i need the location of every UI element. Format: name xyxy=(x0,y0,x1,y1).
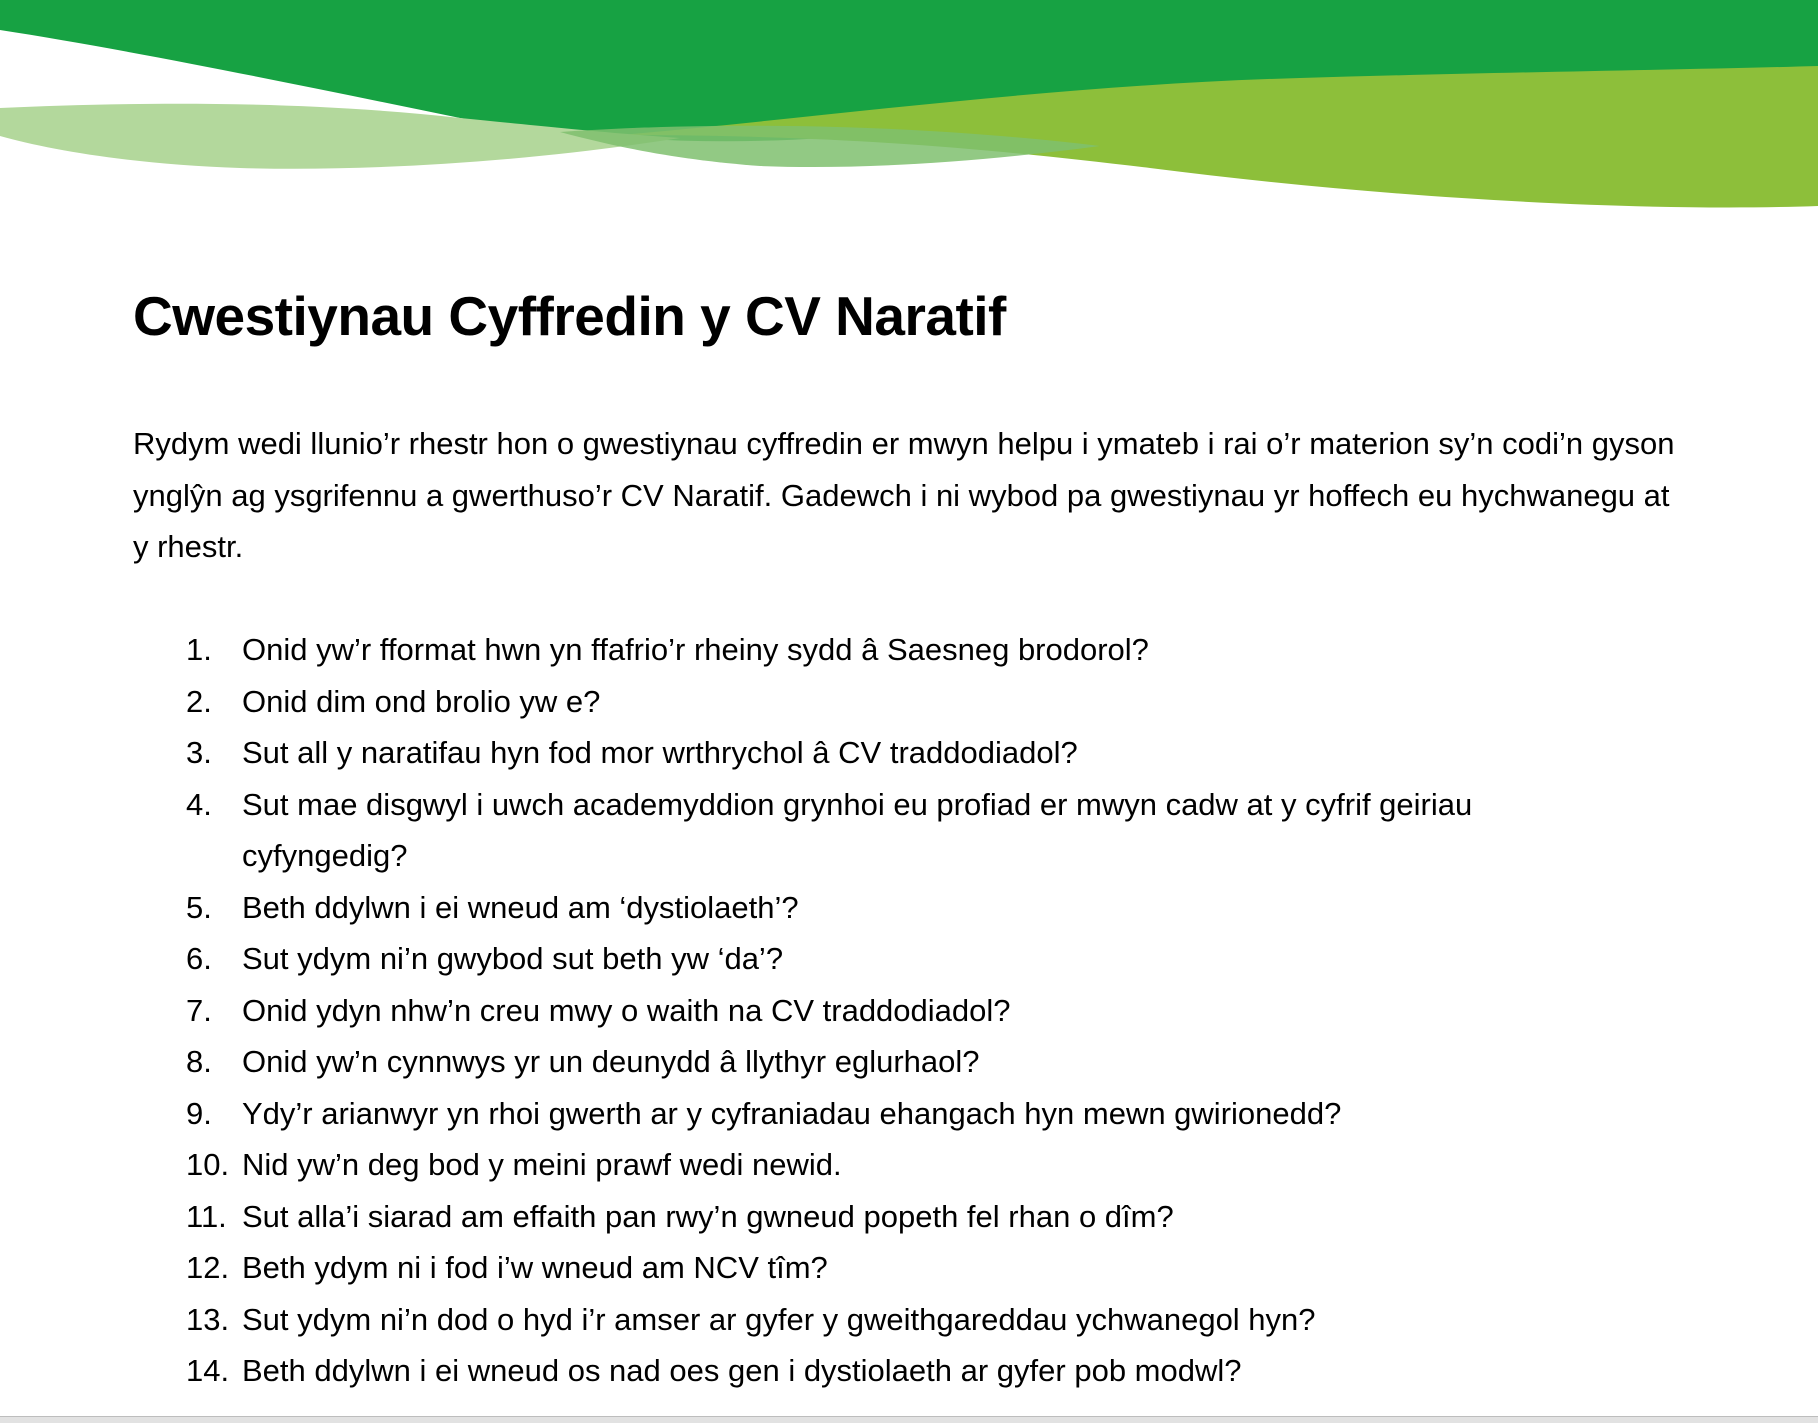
faq-list xyxy=(0,624,1818,1397)
faq-item xyxy=(0,1294,1582,1346)
header-wave-banner xyxy=(0,0,1818,240)
faq-item-text: Sut all y naratifau hyn fod mor wrthrychol â CV traddodiadol? xyxy=(242,735,1078,770)
faq-item-text: Beth ddylwn i ei wneud os nad oes gen i dystiolaeth ar gyfer pob modwl? xyxy=(242,1353,1242,1388)
faq-item-text: Sut alla’i siarad am effaith pan rwy’n gwneud popeth fel rhan o dîm? xyxy=(242,1198,1174,1234)
faq-item xyxy=(0,624,1582,676)
faq-item xyxy=(0,1036,1582,1088)
faq-item xyxy=(0,1088,1582,1140)
faq-item-text: Sut ydym ni’n dod o hyd i’r amser ar gyfer y gweithgareddau ychwanegol hyn? xyxy=(242,1301,1316,1337)
faq-item-text: Sut mae disgwyl i uwch academyddion grynhoi eu profiad er mwyn cadw at y cyfrif geiriau cyfyngedig? xyxy=(242,786,1473,873)
page-title: Cwestiynau Cyffredin y CV Naratif xyxy=(133,285,1006,347)
faq-item-number: 12. xyxy=(186,1250,230,1285)
faq-item-text: Sut ydym ni’n gwybod sut beth yw ‘da’? xyxy=(242,941,784,976)
faq-item-number: 11. xyxy=(186,1198,227,1234)
faq-item xyxy=(0,779,1582,882)
faq-item-text: Nid yw’n deg bod y meini prawf wedi newid. xyxy=(242,1147,842,1182)
faq-item xyxy=(0,1191,1582,1243)
faq-item-number: 5. xyxy=(186,889,212,925)
faq-item-number: 14. xyxy=(186,1353,230,1388)
faq-item xyxy=(0,1139,1582,1191)
faq-item-number: 4. xyxy=(186,786,212,822)
faq-item-text: Beth ydym ni i fod i’w wneud am NCV tîm? xyxy=(242,1250,828,1285)
faq-item-number: 8. xyxy=(186,1044,212,1079)
faq-item-number: 9. xyxy=(186,1095,212,1131)
intro-paragraph: Rydym wedi llunio’r rhestr hon o gwestiynau cyffredin er mwyn helpu i ymateb i rai o’r materion sy’n codi’n gyson ynglŷn ag ysgrifennu a gwerthuso’r CV Naratif. Gadewch i ni wybod pa gwestiynau yr hoffech eu hychwanegu at y rhestr. xyxy=(133,426,1675,564)
faq-item-number: 7. xyxy=(186,992,212,1028)
faq-item-text: Onid ydyn nhw’n creu mwy o waith na CV traddodiadol? xyxy=(242,992,1011,1028)
faq-item-text: Beth ddylwn i ei wneud am ‘dystiolaeth’? xyxy=(242,889,799,925)
faq-item xyxy=(0,985,1582,1037)
faq-item xyxy=(0,676,1582,728)
faq-item-number: 13. xyxy=(186,1301,230,1337)
faq-item-number: 1. xyxy=(186,632,212,667)
faq-item xyxy=(0,933,1582,985)
faq-item-number: 6. xyxy=(186,941,212,976)
faq-item xyxy=(0,727,1582,779)
faq-item-number: 3. xyxy=(186,735,212,770)
faq-item xyxy=(0,882,1582,934)
faq-item xyxy=(0,1345,1582,1397)
faq-item-text: Ydy’r arianwyr yn rhoi gwerth ar y cyfraniadau ehangach hyn mewn gwirionedd? xyxy=(242,1095,1342,1131)
faq-item-number: 10. xyxy=(186,1147,230,1182)
faq-item-number: 2. xyxy=(186,683,212,719)
faq-item-text: Onid dim ond brolio yw e? xyxy=(242,683,601,719)
faq-item xyxy=(0,1242,1582,1294)
faq-item-text: Onid yw’r fformat hwn yn ffafrio’r rheiny sydd â Saesneg brodorol? xyxy=(242,632,1149,667)
faq-item-text: Onid yw’n cynnwys yr un deunydd â llythyr eglurhaol? xyxy=(242,1044,980,1079)
